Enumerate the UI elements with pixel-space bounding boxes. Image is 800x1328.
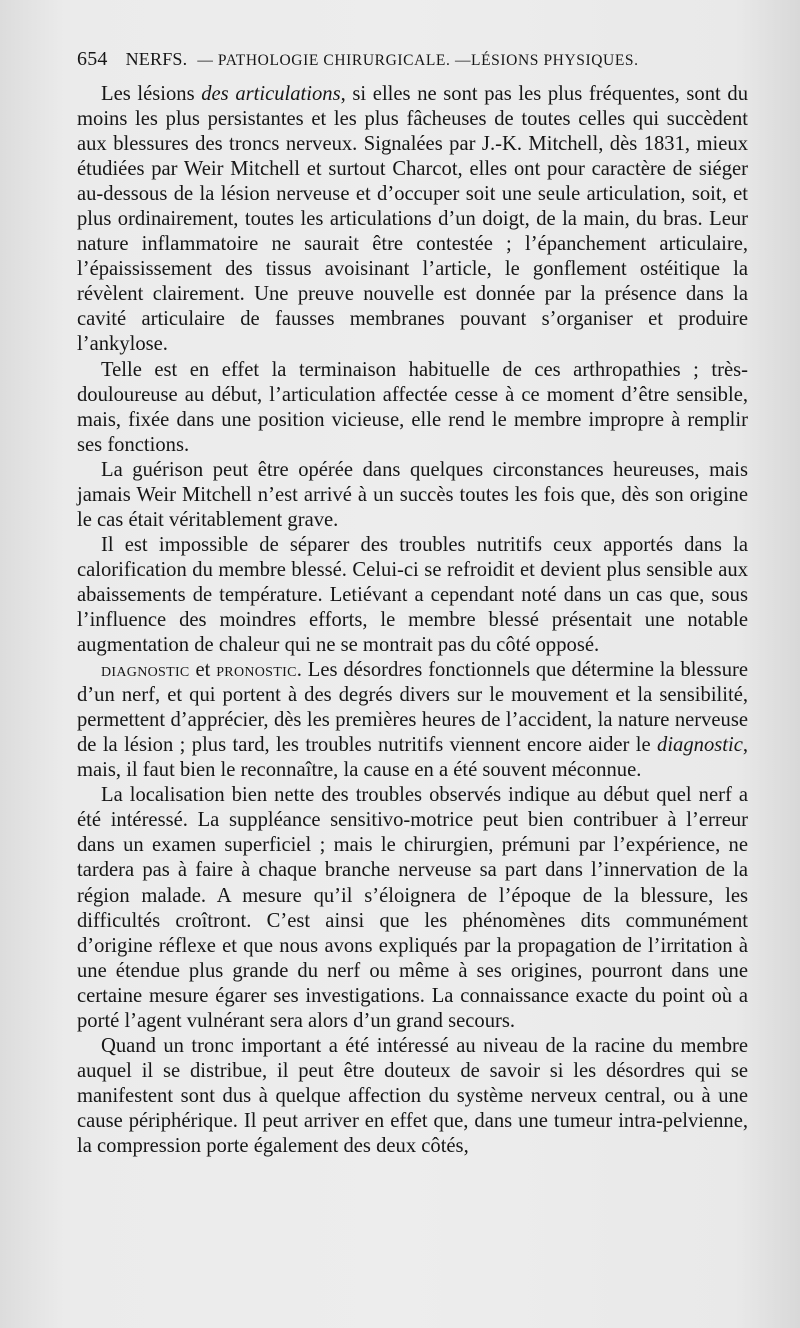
text-run: , mais, il faut bien le reconnaître, la cause en a été souvent méconnue. (77, 734, 748, 782)
running-head-subtitle: — PATHOLOGIE CHIRURGICALE. —LÉSIONS PHYSIQUES. (197, 52, 639, 69)
paragraph-trunk-lesion: Quand un tronc important a été intéressé au niveau de la racine du membre auquel il se distribue, il peut être douteux de savoir si les désordres qui se manifestent sont dus à quelque affection du système nerveux central, ou à une cause périphérique. Il peut arriver en effet que, dans une tumeur intra-pelvienne, la compression porte également des deux côtés, (77, 1034, 748, 1157)
text-run: . Les désordres fonctionnels que détermine la blessure d’un nerf, et qui portent à des degrés divers sur le mouvement et la sensibilité, permettent d’apprécier, dès les premières heures de l’accident, la nature nerveuse de la lésion ; plus tard, les troubles nutritifs viennent encore aider le (77, 659, 748, 757)
text-run: , si elles ne sont pas les plus fréquentes, sont du moins les plus persistantes et les plus fâcheuses de toutes celles qui succèdent aux blessures des troncs nerveux. Signalées par J.-K. Mitchell, dès 1831, mieux étudiées par Weir Mitchell et surtout Charcot, elles ont pour caractère de siéger au-dessous de la lésion nerveuse et d’occuper soit une seule articulation, soit, et plus ordinairement, toutes les articulations d’un doigt, de la main, du bras. Leur nature inflammatoire ne saurait être contestée ; l’épanchement articulaire, l’épaississement des tissus avoisinant l’article, le gonflement ostéitique la révèlent clairement. Une preuve nouvelle est donnée par la présence dans la cavité articulaire de fausses membranes pouvant s’organiser et produire l’ankylose. (77, 83, 748, 356)
italic-term: des articulations (201, 83, 341, 105)
paragraph-arthropathy-termination: Telle est en effet la terminaison habituelle de ces arthropathies ; très-douloureuse au début, l’articulation affectée cesse à ce moment d’être sensible, mais, fixée dans une position vicieuse, elle rend le membre impropre à remplir ses fonctions. (77, 358, 748, 456)
paragraph-healing: La guérison peut être opérée dans quelques circonstances heureuses, mais jamais Weir Mitchell n’est arrivé à un succès toutes les fois que, dès son origine le cas était véritablement grave. (77, 458, 748, 531)
section-heading-pronostic: pronostic (216, 659, 297, 682)
text-run: et (189, 659, 217, 682)
running-head (77, 48, 748, 78)
paragraph-joint-lesions (77, 82, 748, 358)
text-run: Les lésions (101, 83, 202, 105)
italic-term: diagnostic (657, 734, 743, 757)
section-heading-diagnostic: diagnostic (101, 659, 190, 682)
body-text (77, 82, 748, 1159)
running-head-section: NERFS. (125, 49, 188, 69)
page-number: 654 (77, 48, 108, 70)
paragraph-localisation: La localisation bien nette des troubles observés indique au début quel nerf a été intéressé. La suppléance sensitivo-motrice peut bien contribuer à l’erreur dans un examen superficiel ; mais le chirurgien, prémuni par l’expérience, ne tardera pas à faire à chaque branche nerveuse sa part dans l’innervation de la région malade. A mesure qu’il s’éloignera de l’époque de la blessure, les difficultés croîtront. C’est ainsi que les phénomènes dits communément d’origine réflexe et que nous avons expliqués par la propagation de l’irritation à une étendue plus grande du nerf ou même à ses origines, pourront dans une certaine mesure égarer ses investigations. La connaissance exacte du point où a porté l’agent vulnérant sera alors d’un grand secours. (77, 784, 748, 1032)
paragraph-diagnostic-pronostic (77, 658, 748, 783)
paragraph-calorification: Il est impossible de séparer des troubles nutritifs ceux apportés dans la calorification du membre blessé. Celui-ci se refroidit et devient plus sensible aux abaissements de température. Letiévant a cependant noté dans un cas que, sous l’influence des moindres efforts, le membre blessé présentait une notable augmentation de chaleur qui ne se montrait pas du côté opposé. (77, 533, 748, 657)
